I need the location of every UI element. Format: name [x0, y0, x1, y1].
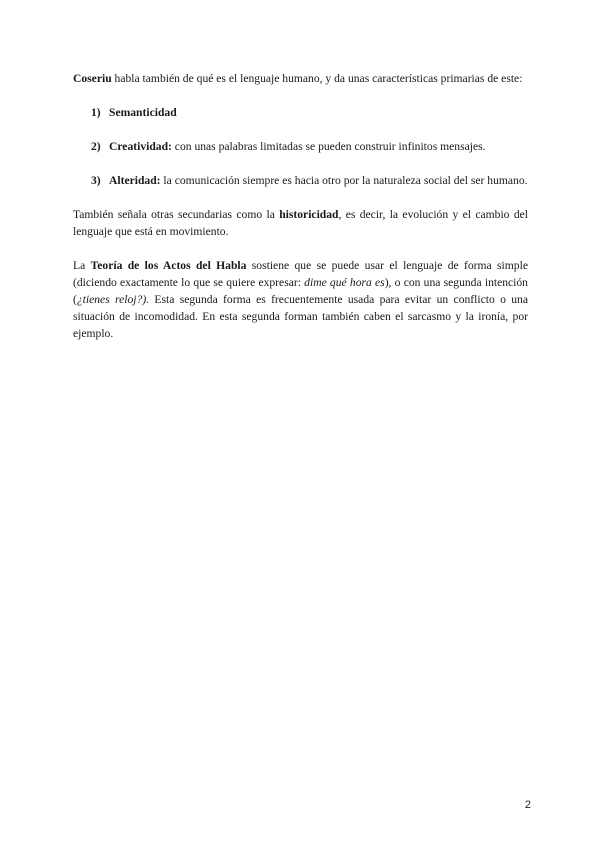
paragraph-coseriu-text: habla también de qué es el lenguaje humano, y da unas características primarias de este: — [111, 72, 523, 85]
page-content — [73, 70, 528, 342]
actos-before: La — [73, 259, 91, 272]
actos-italic-1: dime qué hora es — [304, 276, 385, 289]
actos-part2: ), o con una segunda intención ( — [73, 276, 528, 306]
historicidad-bold: historicidad — [279, 208, 339, 221]
list-item-number: 2) — [91, 140, 101, 153]
list-item — [73, 172, 528, 189]
list-item — [73, 104, 528, 121]
historicidad-after: , es decir, la evolución y el cambio del lenguaje que está en movimiento. — [73, 208, 528, 238]
actos-bold: Teoría de los Actos del Habla — [90, 259, 247, 272]
list-item-number: 3) — [91, 174, 101, 187]
paragraph-historicidad — [73, 206, 528, 240]
list-item-term: Semanticidad — [109, 106, 177, 119]
paragraph-actos-habla — [73, 257, 528, 342]
list-item — [73, 138, 528, 155]
actos-italic-2: ¿tienes reloj?). — [76, 293, 150, 306]
actos-part3: Esta segunda forma es frecuentemente usada para evitar un conflicto o una situación de incomodidad. En esta segunda forman también caben el sarcasmo y la ironía, por ejemplo. — [73, 293, 528, 340]
page-number: 2 — [524, 799, 531, 811]
list-item-term: Alteridad: — [109, 174, 161, 187]
list-item-text: con unas palabras limitadas se pueden construir infinitos mensajes. — [171, 140, 486, 153]
list-item-term: Creatividad: — [109, 140, 172, 153]
historicidad-before: También señala otras secundarias como la — [73, 208, 280, 221]
list-item-number: 1) — [91, 106, 101, 119]
actos-part1: sostiene que se puede usar el lenguaje de forma simple (diciendo exactamente lo que se quiere expresar: — [73, 259, 528, 289]
coseriu-bold: Coseriu — [73, 72, 112, 85]
characteristics-list — [73, 104, 528, 189]
list-item-text: la comunicación siempre es hacia otro por la naturaleza social del ser humano. — [160, 174, 528, 187]
paragraph-coseriu — [73, 70, 528, 87]
